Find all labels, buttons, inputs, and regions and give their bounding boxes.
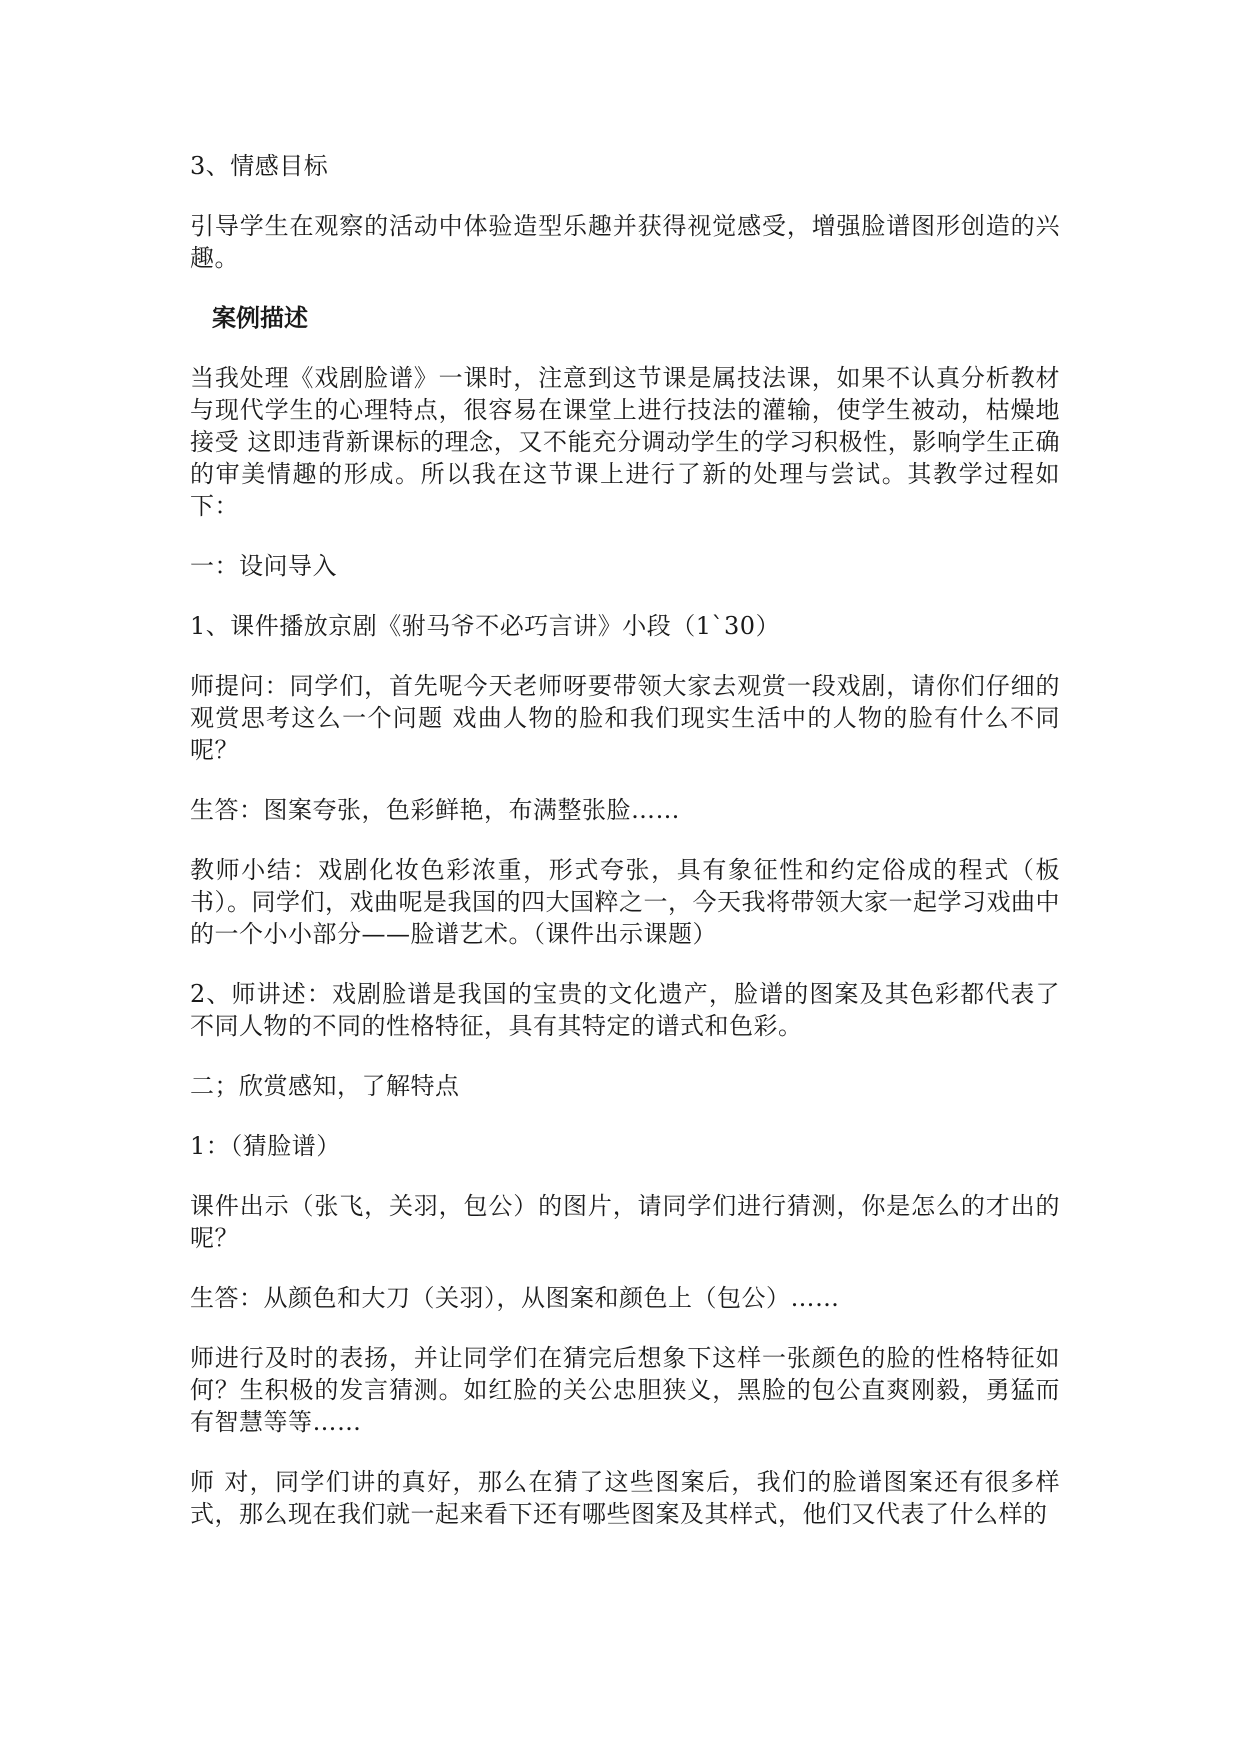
paragraph: 生答：图案夸张，色彩鲜艳，布满整张脸…… xyxy=(190,796,680,824)
paragraph: 引导学生在观察的活动中体验造型乐趣并获得视觉感受，增强脸谱图形创造的兴趣。 xyxy=(190,212,1060,272)
paragraph: 教师小结：戏剧化妆色彩浓重，形式夸张，具有象征性和约定俗成的程式（板书）。同学们，戏曲呢是我国的四大国粹之一，今天我将带领大家一起学习戏曲中的一个小小部分——脸谱艺术。（课件出示课题） xyxy=(190,856,1060,948)
paragraph: 生答：从颜色和大刀（关羽），从图案和颜色上（包公）…… xyxy=(190,1284,840,1312)
paragraph: 3、情感目标 xyxy=(190,152,329,180)
paragraph: 师提问：同学们，首先呢今天老师呀要带领大家去观赏一段戏剧，请你们仔细的观赏思考这么一个问题 戏曲人物的脸和我们现实生活中的人物的脸有什么不同呢？ xyxy=(190,672,1060,764)
paragraph: 1：（猜脸谱） xyxy=(190,1132,341,1160)
paragraph: 师 对，同学们讲的真好，那么在猜了这些图案后，我们的脸谱图案还有很多样式，那么现在我们就一起来看下还有哪些图案及其样式，他们又代表了什么样的 xyxy=(190,1468,1060,1528)
paragraph: 1、课件播放京剧《驸马爷不必巧言讲》小段（1`30） xyxy=(190,612,781,640)
paragraph: 2、师讲述：戏剧脸谱是我国的宝贵的文化遗产，脸谱的图案及其色彩都代表了不同人物的不同的性格特征，具有其特定的谱式和色彩。 xyxy=(190,980,1060,1040)
document-page xyxy=(190,150,1060,1558)
paragraph: 师进行及时的表扬，并让同学们在猜完后想象下这样一张颜色的脸的性格特征如何？生积极的发言猜测。如红脸的关公忠胆狭义，黑脸的包公直爽刚毅，勇猛而有智慧等等…… xyxy=(190,1344,1060,1436)
paragraph: 二；欣赏感知，了解特点 xyxy=(190,1072,460,1100)
paragraph: 一：设问导入 xyxy=(190,552,337,580)
section-heading: 案例描述 xyxy=(212,304,308,332)
paragraph: 课件出示（张飞，关羽，包公）的图片，请同学们进行猜测，你是怎么的才出的呢？ xyxy=(190,1192,1060,1252)
paragraph: 当我处理《戏剧脸谱》一课时，注意到这节课是属技法课，如果不认真分析教材与现代学生的心理特点，很容易在课堂上进行技法的灌输，使学生被动，枯燥地接受 这即违背新课标的理念，又不能充分调动学生的学习积极性，影响学生正确的审美情趣的形成。所以我在这节课上进行了新的处理与尝试。其教学过程如下： xyxy=(190,364,1060,520)
